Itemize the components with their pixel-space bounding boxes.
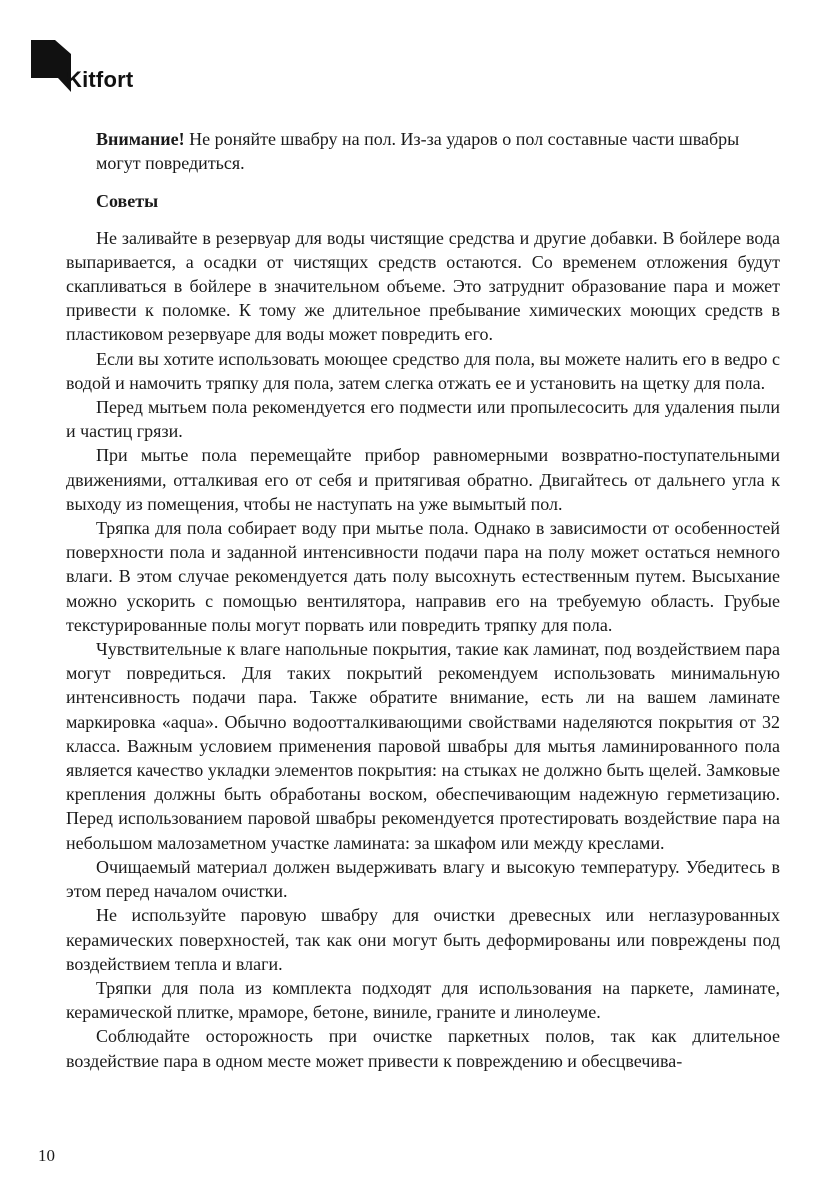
paragraph: Очищаемый материал должен выдерживать влагу и высокую температуру. Убедитесь в этом перед началом очистки. bbox=[66, 856, 780, 902]
paragraph: Соблюдайте осторожность при очистке паркетных полов, так как длительное воздействие пара в одном месте может привести к повреждению и обесцвечива- bbox=[66, 1026, 780, 1071]
section-title: Советы bbox=[96, 191, 159, 212]
paragraph-list bbox=[66, 226, 780, 1073]
attention-text: Не роняйте швабру на пол. Из-за ударов о пол составные части швабры могут повредиться. bbox=[96, 129, 740, 174]
paragraph: Чувствительные к влаге напольные покрытия, такие как ламинат, под воздействием пара могут повредиться. Для таких покрытий рекомендуем использовать минимальную интенсивность подачи пара. Также обратите внимание, есть ли на вашем ламинате маркировка «aqua». Обычно водоотталкивающими свойствами наделяются покрытия от 32 класса. Важным условием применения паровой швабры для мытья ламинированного пола является качество укладки элементов покрытия: на стыках не должно быть щелей. Замковые крепления должны быть обработаны воском, обеспечивающим надежную герметизацию. Перед использованием паровой швабры рекомендуется протестировать воздействие пара на небольшом малозаметном участке ламината: за шкафом или между креслами. bbox=[66, 639, 780, 853]
paragraph: Тряпки для пола из комплекта подходят для использования на паркете, ламинате, керамической плитке, мраморе, бетоне, виниле, граните и линолеуме. bbox=[66, 977, 780, 1023]
paragraph: Не используйте паровую швабру для очистки древесных или неглазурованных керамических поверхностей, так как они могут быть деформированы или повреждены под воздействием тепла и влаги. bbox=[66, 905, 780, 974]
attention-note bbox=[96, 127, 780, 175]
page-content bbox=[66, 127, 780, 1073]
kitfort-logo-icon bbox=[31, 40, 71, 92]
paragraph: Перед мытьем пола рекомендуется его подмести или пропылесосить для удаления пыли и частиц грязи. bbox=[66, 397, 780, 442]
brand-logo bbox=[31, 40, 133, 92]
attention-label: Внимание! bbox=[96, 129, 185, 149]
paragraph: Не заливайте в резервуар для воды чистящие средства и другие добавки. В бойлере вода выпаривается, а осадки от чистящих средств остаются. Со временем отложения будут скапливаться в бойлере в значительном объеме. Это затруднит образование пара и может привести к поломке. К тому же длительное пребывание химических моющих средств в пластиковом резервуаре для воды может повредить его. bbox=[66, 227, 780, 345]
paragraph: Тряпка для пола собирает воду при мытье пола. Однако в зависимости от особенностей поверхности пола и заданной интенсивности подачи пара на полу может остаться немного влаги. В этом случае рекомендуется дать полу высохнуть естественным путем. Высыхание можно ускорить с помощью вентилятора, направив его на требуемую область. Грубые текстурированные полы могут порвать или повредить тряпку для пола. bbox=[66, 518, 780, 635]
paragraph: Если вы хотите использовать моющее средство для пола, вы можете налить его в ведро с водой и намочить тряпку для пола, затем слегка отжать ее и установить на щетку для пола. bbox=[66, 348, 780, 393]
page-number: 10 bbox=[38, 1146, 55, 1165]
paragraph: При мытье пола перемещайте прибор равномерными возвратно-поступательными движениями, отталкивая его от себя и притягивая обратно. Двигайтесь от дальнего угла к выходу из помещения, чтобы не наступать на уже вымытый пол. bbox=[66, 445, 780, 514]
brand-name: Kitfort bbox=[66, 67, 134, 92]
